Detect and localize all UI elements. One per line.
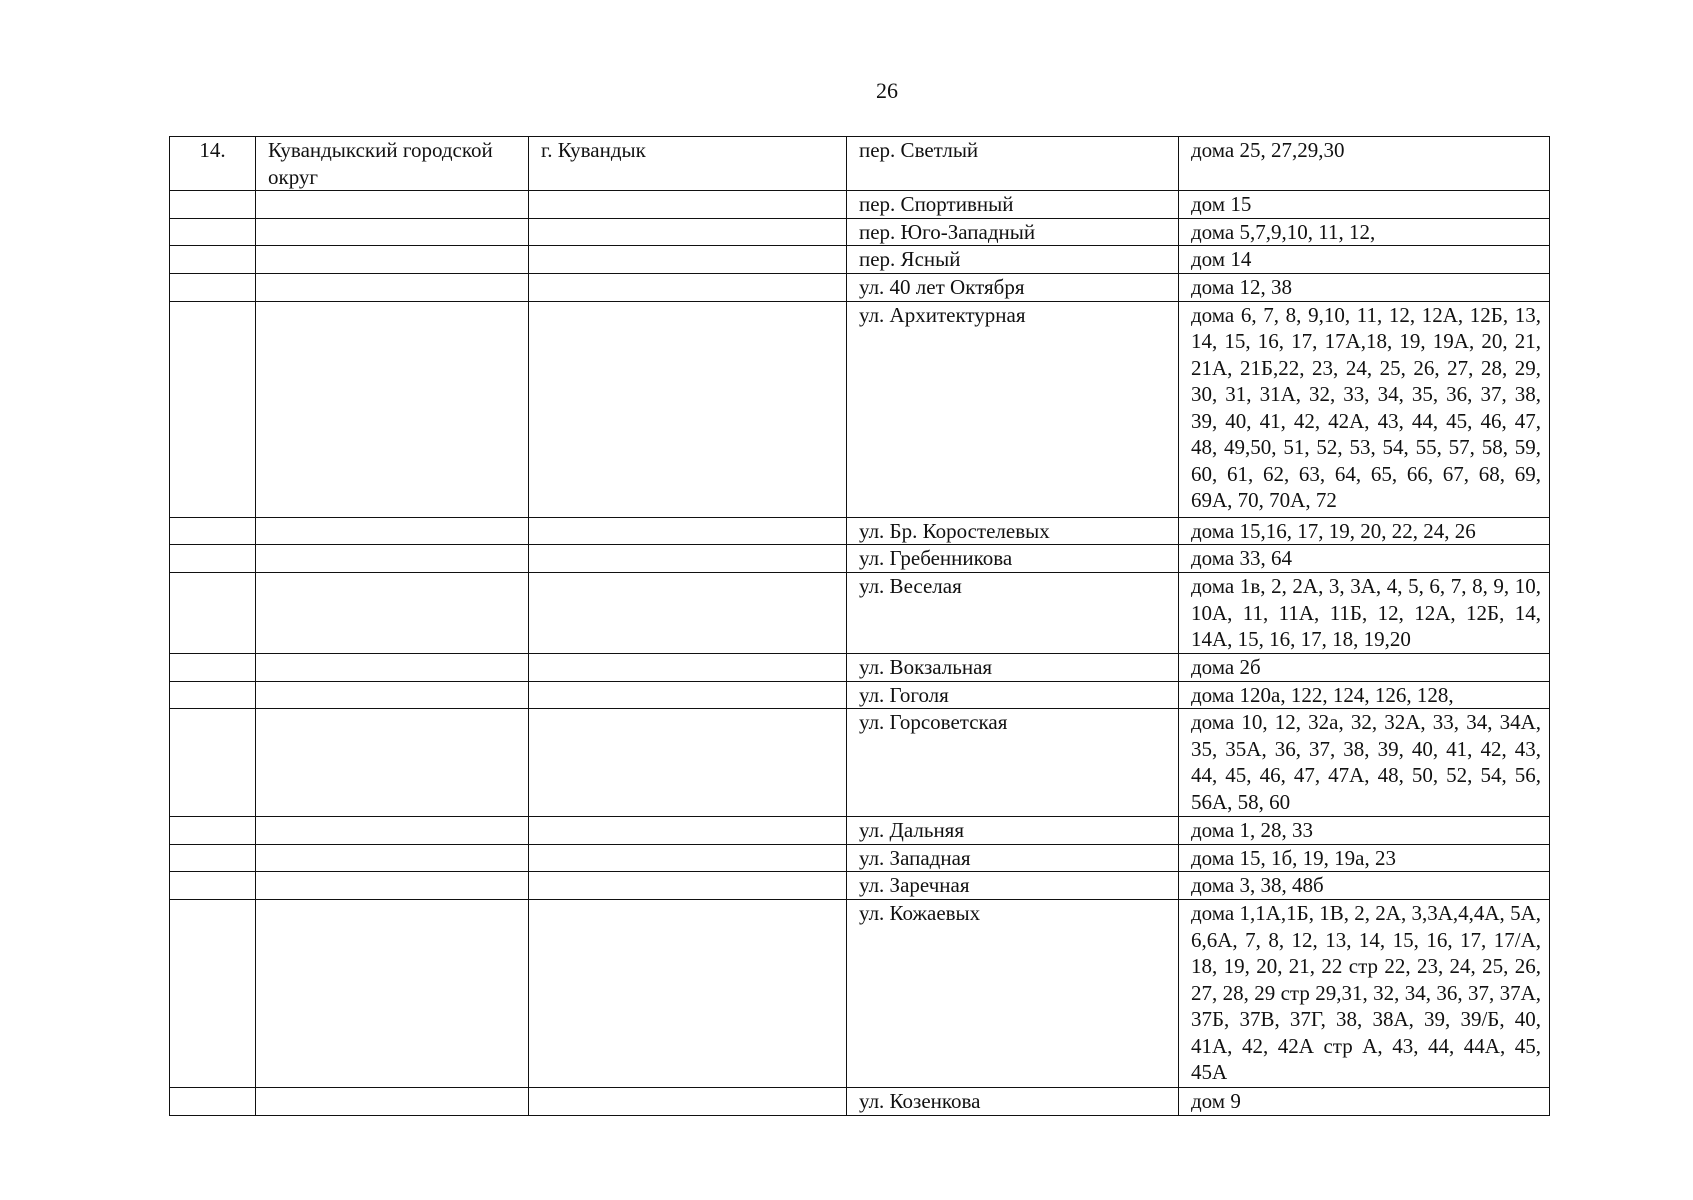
street-cell: ул. Гребенникова xyxy=(847,545,1179,573)
houses-cell: дома 2б xyxy=(1179,654,1550,682)
houses-cell: дома 25, 27,29,30 xyxy=(1179,137,1550,191)
district-cell xyxy=(256,545,529,573)
settlement-cell: г. Кувандык xyxy=(529,137,847,191)
district-cell xyxy=(256,573,529,654)
street-cell: ул. Горсоветская xyxy=(847,709,1179,817)
district-cell xyxy=(256,709,529,817)
table-row xyxy=(170,246,1550,274)
street-cell: ул. Веселая xyxy=(847,573,1179,654)
street-cell: ул. Гоголя xyxy=(847,681,1179,709)
street-cell: ул. Кожаевых xyxy=(847,900,1179,1088)
table-row xyxy=(170,301,1550,517)
row-number-cell xyxy=(170,573,256,654)
address-table xyxy=(169,136,1550,1116)
district-cell xyxy=(256,681,529,709)
settlement-cell xyxy=(529,517,847,545)
houses-cell: дома 1в, 2, 2А, 3, 3А, 4, 5, 6, 7, 8, 9, 10, 10А, 11, 11А, 11Б, 12, 12А, 12Б, 14, 14А, 15, 16, 17, 18, 19,20 xyxy=(1179,573,1550,654)
street-cell: ул. Архитектурная xyxy=(847,301,1179,517)
houses-cell: дома 120а, 122, 124, 126, 128, xyxy=(1179,681,1550,709)
district-cell xyxy=(256,246,529,274)
street-cell: пер. Юго-Западный xyxy=(847,218,1179,246)
table-row xyxy=(170,872,1550,900)
street-cell: ул. Козенкова xyxy=(847,1088,1179,1116)
row-number-cell xyxy=(170,844,256,872)
settlement-cell xyxy=(529,709,847,817)
district-cell xyxy=(256,844,529,872)
table-row xyxy=(170,1088,1550,1116)
settlement-cell xyxy=(529,573,847,654)
street-cell: пер. Спортивный xyxy=(847,191,1179,219)
settlement-cell xyxy=(529,1088,847,1116)
settlement-cell xyxy=(529,301,847,517)
settlement-cell xyxy=(529,817,847,845)
district-cell xyxy=(256,817,529,845)
street-cell: ул. Вокзальная xyxy=(847,654,1179,682)
settlement-cell xyxy=(529,654,847,682)
houses-cell: дом 15 xyxy=(1179,191,1550,219)
street-cell: пер. Ясный xyxy=(847,246,1179,274)
settlement-cell xyxy=(529,545,847,573)
district-cell: Кувандыкский городской округ xyxy=(256,137,529,191)
street-cell: ул. Заречная xyxy=(847,872,1179,900)
row-number-cell xyxy=(170,218,256,246)
row-number-cell xyxy=(170,681,256,709)
row-number-cell xyxy=(170,517,256,545)
houses-cell: дома 33, 64 xyxy=(1179,545,1550,573)
houses-cell: дома 1, 28, 33 xyxy=(1179,817,1550,845)
page-number: 26 xyxy=(876,78,898,103)
row-number-cell: 14. xyxy=(170,137,256,191)
table-row xyxy=(170,274,1550,302)
settlement-cell xyxy=(529,218,847,246)
row-number-cell xyxy=(170,246,256,274)
table-row xyxy=(170,681,1550,709)
row-number-cell xyxy=(170,817,256,845)
table-row xyxy=(170,218,1550,246)
settlement-cell xyxy=(529,900,847,1088)
table-body xyxy=(170,137,1550,1116)
street-cell: ул. Бр. Коростелевых xyxy=(847,517,1179,545)
district-cell xyxy=(256,654,529,682)
row-number-cell xyxy=(170,900,256,1088)
row-number-cell xyxy=(170,274,256,302)
settlement-cell xyxy=(529,681,847,709)
table-row xyxy=(170,900,1550,1088)
street-cell: ул. 40 лет Октября xyxy=(847,274,1179,302)
settlement-cell xyxy=(529,274,847,302)
table-row xyxy=(170,517,1550,545)
table-row xyxy=(170,709,1550,817)
street-cell: ул. Дальняя xyxy=(847,817,1179,845)
district-cell xyxy=(256,900,529,1088)
district-cell xyxy=(256,872,529,900)
street-cell: ул. Западная xyxy=(847,844,1179,872)
row-number-cell xyxy=(170,545,256,573)
district-cell xyxy=(256,301,529,517)
row-number-cell xyxy=(170,872,256,900)
district-cell xyxy=(256,218,529,246)
street-cell: пер. Светлый xyxy=(847,137,1179,191)
houses-cell: дома 10, 12, 32а, 32, 32А, 33, 34, 34А, 35, 35А, 36, 37, 38, 39, 40, 41, 42, 43, 44, 45, 46, 47, 47А, 48, 50, 52, 54, 56, 56А, 58, 60 xyxy=(1179,709,1550,817)
table-row xyxy=(170,573,1550,654)
row-number-cell xyxy=(170,1088,256,1116)
row-number-cell xyxy=(170,301,256,517)
district-cell xyxy=(256,274,529,302)
houses-cell: дома 6, 7, 8, 9,10, 11, 12, 12А, 12Б, 13, 14, 15, 16, 17, 17А,18, 19, 19А, 20, 21, 21А, 21Б,22, 23, 24, 25, 26, 27, 28, 29, 30, 31, 31А, 32, 33, 34, 35, 36, 37, 38, 39, 40, 41, 42, 42А, 43, 44, 45, 46, 47, 48, 49,50, 51, 52, 53, 54, 55, 57, 58, 59, 60, 61, 62, 63, 64, 65, 66, 67, 68, 69, 69А, 70, 70А, 72 xyxy=(1179,301,1550,517)
district-cell xyxy=(256,191,529,219)
houses-cell: дома 1,1А,1Б, 1В, 2, 2А, 3,3А,4,4А, 5А, 6,6А, 7, 8, 12, 13, 14, 15, 16, 17, 17/А, 18, 19, 20, 21, 22 стр 22, 23, 24, 25, 26, 27, 28, 29 стр 29,31, 32, 34, 36, 37, 37А, 37Б, 37В, 37Г, 38, 38А, 39, 39/Б, 40, 41А, 42, 42А стр А, 43, 44, 44А, 45, 45А xyxy=(1179,900,1550,1088)
table-row xyxy=(170,654,1550,682)
table-row xyxy=(170,817,1550,845)
row-number-cell xyxy=(170,654,256,682)
settlement-cell xyxy=(529,844,847,872)
settlement-cell xyxy=(529,872,847,900)
houses-cell: дома 15,16, 17, 19, 20, 22, 24, 26 xyxy=(1179,517,1550,545)
settlement-cell xyxy=(529,191,847,219)
houses-cell: дом 9 xyxy=(1179,1088,1550,1116)
houses-cell: дома 5,7,9,10, 11, 12, xyxy=(1179,218,1550,246)
row-number-cell xyxy=(170,709,256,817)
houses-cell: дома 3, 38, 48б xyxy=(1179,872,1550,900)
table-row xyxy=(170,191,1550,219)
district-cell xyxy=(256,1088,529,1116)
houses-cell: дома 12, 38 xyxy=(1179,274,1550,302)
table-row xyxy=(170,137,1550,191)
houses-cell: дома 15, 1б, 19, 19а, 23 xyxy=(1179,844,1550,872)
settlement-cell xyxy=(529,246,847,274)
district-cell xyxy=(256,517,529,545)
table-row xyxy=(170,844,1550,872)
houses-cell: дом 14 xyxy=(1179,246,1550,274)
table-row xyxy=(170,545,1550,573)
row-number-cell xyxy=(170,191,256,219)
